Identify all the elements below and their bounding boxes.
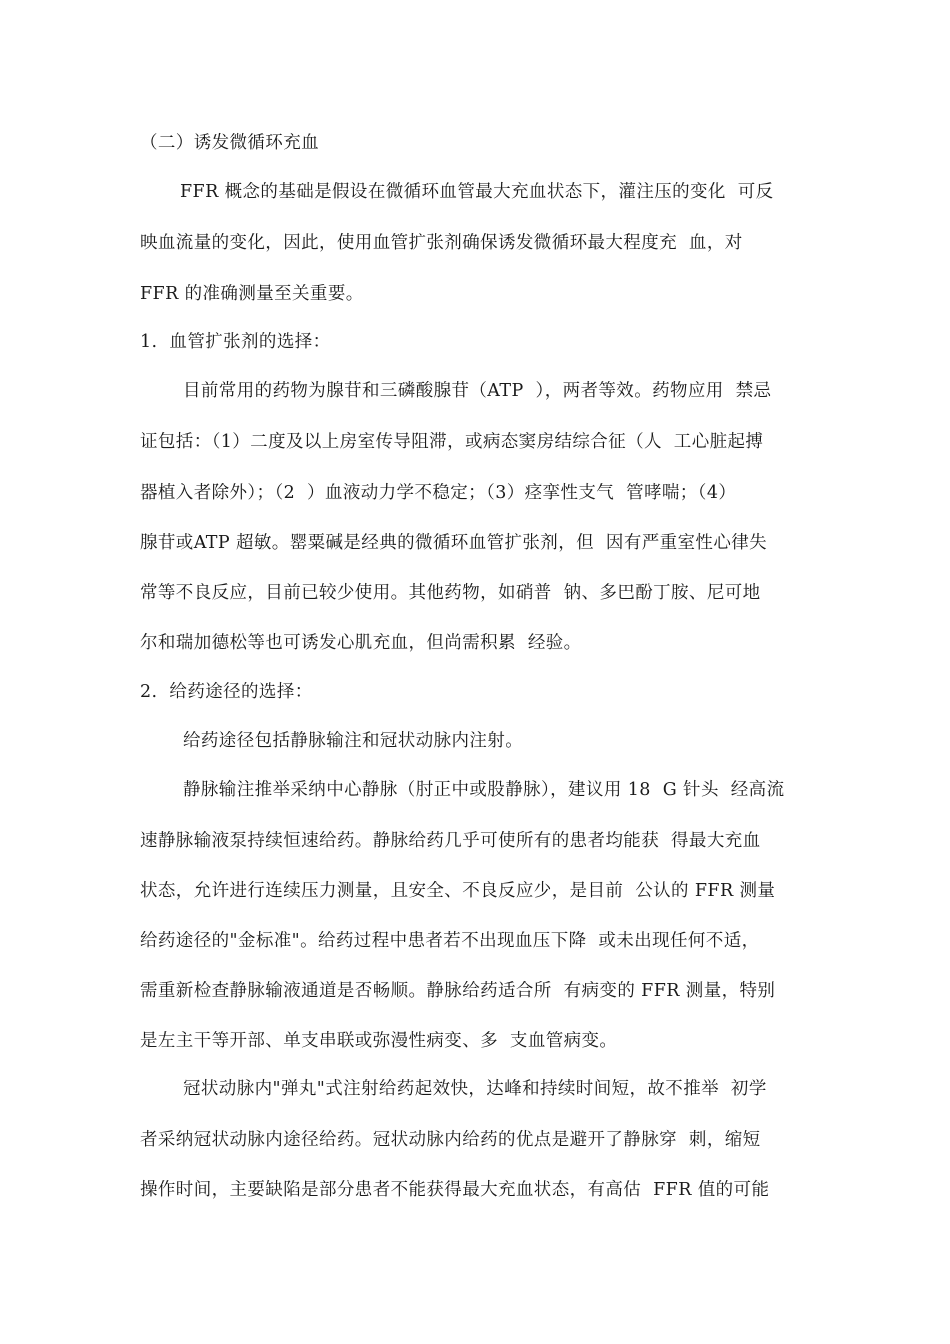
paragraph-line: 目前常用的药物为腺苷和三磷酸腺苷（ATP ），两者等效。药物应用 禁忌 <box>183 381 772 401</box>
subsection-heading: 2. 给药途径的选择： <box>140 682 313 702</box>
paragraph-line: 静脉输注推举采纳中心静脉（肘正中或股静脉），建议用 18 G 针头 经高流 <box>183 780 785 800</box>
paragraph-line: 速静脉输液泵持续恒速给药。静脉给药几乎可使所有的患者均能获 得最大充血 <box>140 831 761 851</box>
paragraph-line: 映血流量的变化，因此，使用血管扩张剂确保诱发微循环最大程度充 血，对 <box>140 233 743 253</box>
paragraph-line: 冠状动脉内"弹丸"式注射给药起效快，达峰和持续时间短，故不推举 初学 <box>183 1079 767 1099</box>
paragraph-line: 需重新检查静脉输液通道是否畅顺。静脉给药适合所 有病变的 FFR 测量，特别 <box>140 981 776 1001</box>
paragraph-line: 给药途径包括静脉输注和冠状动脉内注射。 <box>183 731 524 751</box>
paragraph-line: 操作时间，主要缺陷是部分患者不能获得最大充血状态，有高估 FFR 值的可能 <box>140 1180 770 1200</box>
paragraph-line: 是左主干等开部、单支串联或弥漫性病变、多 支血管病变。 <box>140 1031 618 1051</box>
paragraph-line: 状态，允许进行连续压力测量，且安全、不良反应少，是目前 公认的 FFR 测量 <box>140 881 776 901</box>
subsection-heading: 1. 血管扩张剂的选择： <box>140 332 331 352</box>
paragraph-line: 尔和瑞加德松等也可诱发心肌充血，但尚需积累 经验。 <box>140 633 582 653</box>
paragraph-line: 常等不良反应，目前已较少使用。其他药物，如硝普 钠、多巴酚丁胺、尼可地 <box>140 583 761 603</box>
section-heading: （二）诱发微循环充血 <box>140 133 319 153</box>
paragraph-line: 给药途径的"金标准"。给药过程中患者若不出现血压下降 或未出现任何不适， <box>140 931 760 951</box>
paragraph-line: 腺苷或ATP 超敏。罂粟碱是经典的微循环血管扩张剂，但 因有严重室性心律失 <box>140 533 768 553</box>
paragraph-line: FFR 的准确测量至关重要。 <box>140 284 364 304</box>
paragraph-line: FFR 概念的基础是假设在微循环血管最大充血状态下，灌注压的变化 可反 <box>180 182 774 202</box>
paragraph-line: 者采纳冠状动脉内途径给药。冠状动脉内给药的优点是避开了静脉穿 刺，缩短 <box>140 1130 761 1150</box>
paragraph-line: 证包括：（1）二度及以上房室传导阻滞，或病态窦房结综合征（人 工心脏起搏 <box>140 432 764 452</box>
paragraph-line: 器植入者除外）；（2 ）血液动力学不稳定；（3）痉挛性支气 管哮喘；（4） <box>140 483 737 503</box>
